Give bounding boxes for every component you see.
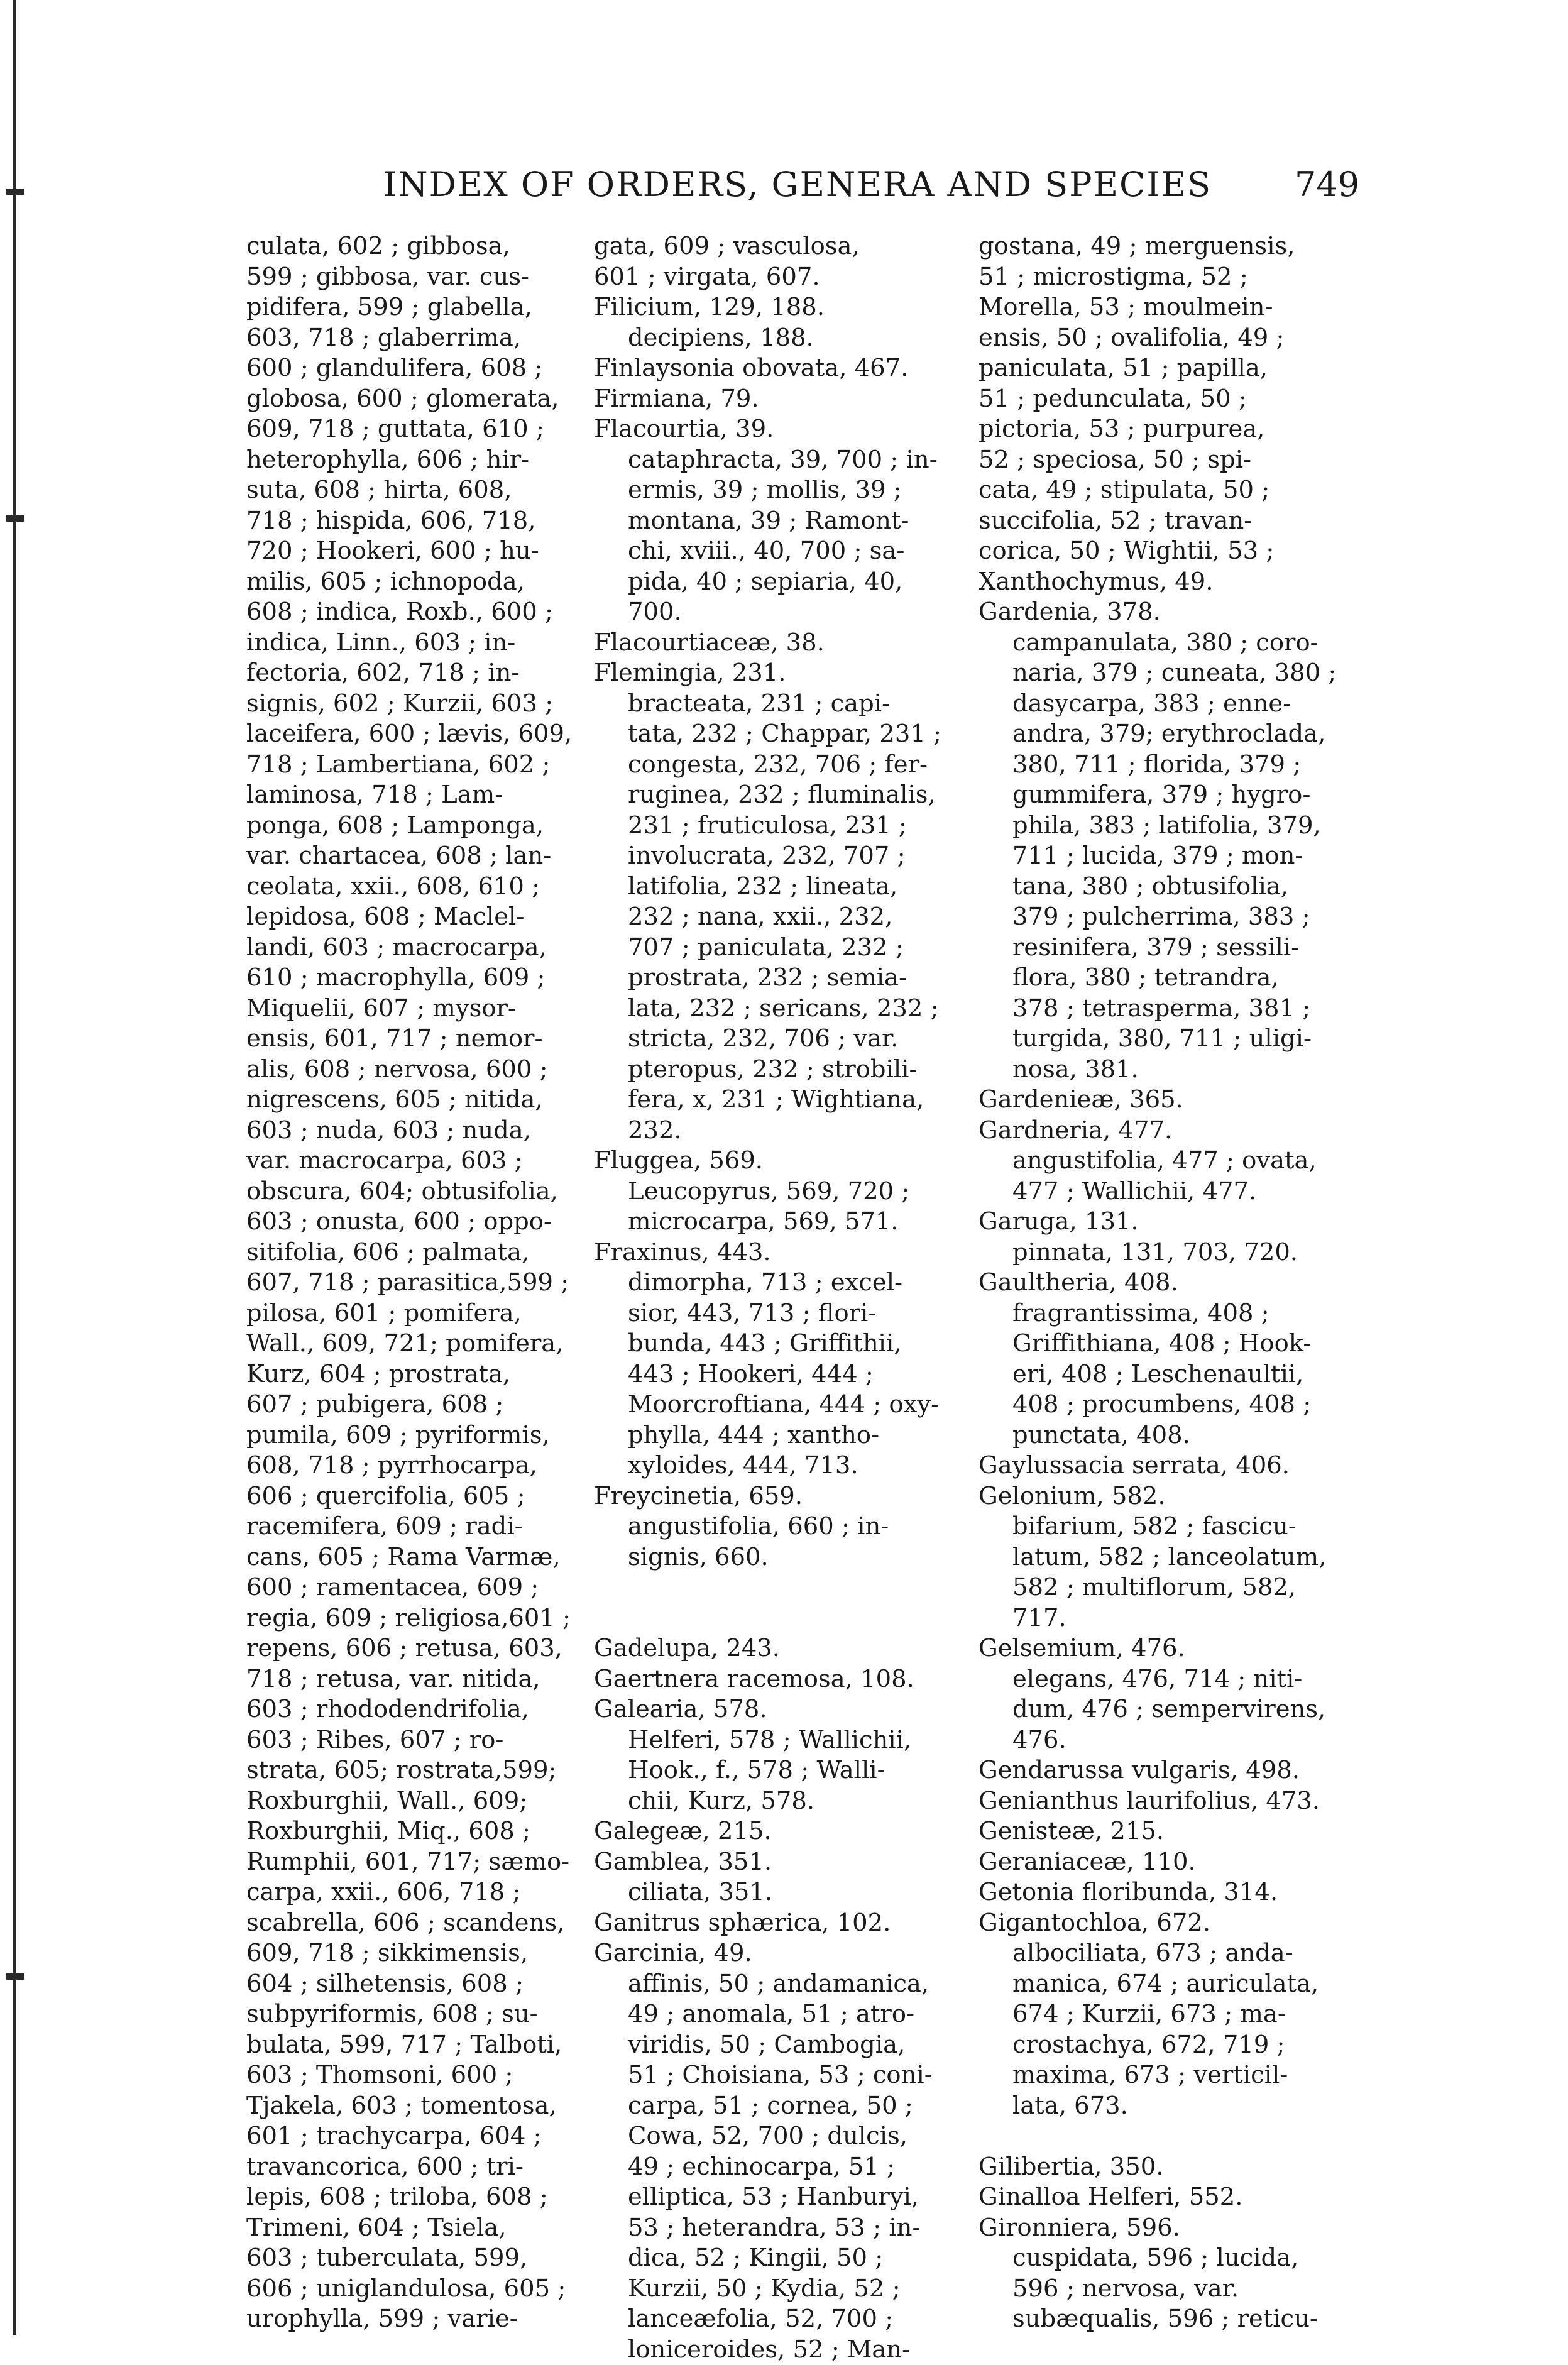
index-line: Garcinia, 49. — [594, 1938, 957, 1969]
index-line: lepidosa, 608 ; Maclel- — [246, 902, 586, 933]
index-line: Galearia, 578. — [594, 1694, 957, 1725]
index-line: maxima, 673 ; verticil- — [979, 2060, 1356, 2091]
index-line: congesta, 232, 706 ; fer- — [594, 750, 957, 781]
index-line: culata, 602 ; gibbosa, — [246, 231, 586, 262]
index-line: 477 ; Wallichii, 477. — [979, 1177, 1356, 1207]
index-line: ponga, 608 ; Lamponga, — [246, 811, 586, 842]
index-line: Fraxinus, 443. — [594, 1237, 957, 1268]
index-line: 603 ; Ribes, 607 ; ro- — [246, 1725, 586, 1756]
index-line: loniceroides, 52 ; Man- — [594, 2335, 957, 2365]
index-line: lepis, 608 ; triloba, 608 ; — [246, 2182, 586, 2213]
index-line: punctata, 408. — [979, 1420, 1356, 1451]
index-line: xyloides, 444, 713. — [594, 1451, 957, 1481]
index-line: signis, 602 ; Kurzii, 603 ; — [246, 689, 586, 720]
index-line: chii, Kurz, 578. — [594, 1786, 957, 1817]
index-line: Filicium, 129, 188. — [594, 292, 957, 323]
index-line: laceifera, 600 ; lævis, 609, — [246, 719, 586, 750]
index-line: turgida, 380, 711 ; uligi- — [979, 1024, 1356, 1055]
index-line: scabrella, 606 ; scandens, — [246, 1908, 586, 1939]
index-line: Gendarussa vulgaris, 498. — [979, 1755, 1356, 1786]
index-line: angustifolia, 477 ; ovata, — [979, 1146, 1356, 1177]
index-line: sior, 443, 713 ; flori- — [594, 1298, 957, 1329]
index-line: 674 ; Kurzii, 673 ; ma- — [979, 1999, 1356, 2030]
index-line: Finlaysonia obovata, 467. — [594, 353, 957, 384]
index-line: travancorica, 600 ; tri- — [246, 2152, 586, 2183]
index-column-2 — [594, 231, 957, 2365]
index-line: stricta, 232, 706 ; var. — [594, 1024, 957, 1055]
index-line: alis, 608 ; nervosa, 600 ; — [246, 1055, 586, 1085]
index-line: 609, 718 ; guttata, 610 ; — [246, 414, 586, 445]
index-line: paniculata, 51 ; papilla, — [979, 353, 1356, 384]
index-line: Helferi, 578 ; Wallichii, — [594, 1725, 957, 1756]
index-line: tata, 232 ; Chappar, 231 ; — [594, 719, 957, 750]
index-line: Wall., 609, 721; pomifera, — [246, 1329, 586, 1359]
index-line: ensis, 50 ; ovalifolia, 49 ; — [979, 323, 1356, 354]
index-line: pinnata, 131, 703, 720. — [979, 1237, 1356, 1268]
page-title: INDEX OF ORDERS, GENERA AND SPECIES — [383, 165, 1212, 204]
index-line: 596 ; nervosa, var. — [979, 2274, 1356, 2305]
index-line: 604 ; silhetensis, 608 ; — [246, 1969, 586, 2000]
index-line: 717. — [979, 1603, 1356, 1634]
index-line: heterophylla, 606 ; hir- — [246, 445, 586, 476]
index-line: Gelsemium, 476. — [979, 1633, 1356, 1664]
index-line: milis, 605 ; ichnopoda, — [246, 567, 586, 598]
index-line: manica, 674 ; auriculata, — [979, 1969, 1356, 2000]
index-line: sitifolia, 606 ; palmata, — [246, 1237, 586, 1268]
index-line: crostachya, 672, 719 ; — [979, 2030, 1356, 2061]
index-line: pumila, 609 ; pyriformis, — [246, 1420, 586, 1451]
index-line: Gelonium, 582. — [979, 1481, 1356, 1512]
index-line: Ganitrus sphærica, 102. — [594, 1908, 957, 1939]
index-line: 603 ; Thomsoni, 600 ; — [246, 2060, 586, 2091]
index-line: 582 ; multiflorum, 582, — [979, 1572, 1356, 1603]
index-line: involucrata, 232, 707 ; — [594, 841, 957, 872]
index-line: 610 ; macrophylla, 609 ; — [246, 963, 586, 994]
index-line: Griffithiana, 408 ; Hook- — [979, 1329, 1356, 1359]
index-line: 232. — [594, 1116, 957, 1146]
index-line: naria, 379 ; cuneata, 380 ; — [979, 658, 1356, 689]
index-line: Morella, 53 ; moulmein- — [979, 292, 1356, 323]
index-line: ermis, 39 ; mollis, 39 ; — [594, 475, 957, 506]
index-line: dimorpha, 713 ; excel- — [594, 1268, 957, 1298]
index-line: Ginalloa Helferi, 552. — [979, 2182, 1356, 2213]
binding-mark — [6, 515, 24, 522]
index-line: 600 ; ramentacea, 609 ; — [246, 1572, 586, 1603]
index-line: lata, 232 ; sericans, 232 ; — [594, 994, 957, 1024]
binding-mark — [6, 1973, 24, 1980]
index-line: Gadelupa, 243. — [594, 1633, 957, 1664]
index-line: var. macrocarpa, 603 ; — [246, 1146, 586, 1177]
index-line: elegans, 476, 714 ; niti- — [979, 1664, 1356, 1695]
index-line: 52 ; speciosa, 50 ; spi- — [979, 445, 1356, 476]
index-line: pilosa, 601 ; pomifera, — [246, 1298, 586, 1329]
index-line: Gilibertia, 350. — [979, 2152, 1356, 2183]
index-line: Gardenia, 378. — [979, 597, 1356, 628]
index-line: 231 ; fruticulosa, 231 ; — [594, 811, 957, 842]
index-line: Getonia floribunda, 314. — [979, 1877, 1356, 1908]
index-line: 607, 718 ; parasitica,599 ; — [246, 1268, 586, 1298]
index-line: Genianthus laurifolius, 473. — [979, 1786, 1356, 1817]
index-line: Roxburghii, Wall., 609; — [246, 1786, 586, 1817]
index-line: 606 ; uniglandulosa, 605 ; — [246, 2274, 586, 2305]
index-line: fectoria, 602, 718 ; in- — [246, 658, 586, 689]
index-line: strata, 605; rostrata,599; — [246, 1755, 586, 1786]
blank-line — [594, 1572, 957, 1603]
index-line: succifolia, 52 ; travan- — [979, 506, 1356, 537]
index-line: Leucopyrus, 569, 720 ; — [594, 1177, 957, 1207]
index-line: microcarpa, 569, 571. — [594, 1207, 957, 1237]
index-line: 608 ; indica, Roxb., 600 ; — [246, 597, 586, 628]
index-line: nosa, 381. — [979, 1055, 1356, 1085]
index-line: carpa, xxii., 606, 718 ; — [246, 1877, 586, 1908]
index-line: ciliata, 351. — [594, 1877, 957, 1908]
page-number: 749 — [1295, 165, 1359, 204]
index-line: 378 ; tetrasperma, 381 ; — [979, 994, 1356, 1024]
index-line: 603, 718 ; glaberrima, — [246, 323, 586, 354]
index-line: Gaylussacia serrata, 406. — [979, 1451, 1356, 1481]
index-line: 607 ; pubigera, 608 ; — [246, 1390, 586, 1420]
index-line: campanulata, 380 ; coro- — [979, 628, 1356, 659]
index-line: suta, 608 ; hirta, 608, — [246, 475, 586, 506]
index-line: dica, 52 ; Kingii, 50 ; — [594, 2243, 957, 2274]
index-line: Moorcroftiana, 444 ; oxy- — [594, 1390, 957, 1420]
index-line: pidifera, 599 ; glabella, — [246, 292, 586, 323]
index-line: dasycarpa, 383 ; enne- — [979, 689, 1356, 720]
index-line: Gironniera, 596. — [979, 2213, 1356, 2244]
index-line: 51 ; pedunculata, 50 ; — [979, 384, 1356, 415]
index-line: Flemingia, 231. — [594, 658, 957, 689]
index-line: Hook., f., 578 ; Walli- — [594, 1755, 957, 1786]
index-line: lanceæfolia, 52, 700 ; — [594, 2304, 957, 2335]
index-line: tana, 380 ; obtusifolia, — [979, 872, 1356, 903]
index-line: obscura, 604; obtusifolia, — [246, 1177, 586, 1207]
index-line: 599 ; gibbosa, var. cus- — [246, 262, 586, 293]
index-line: latum, 582 ; lanceolatum, — [979, 1542, 1356, 1573]
index-line: Tjakela, 603 ; tomentosa, — [246, 2091, 586, 2122]
index-line: Gardenieæ, 365. — [979, 1085, 1356, 1116]
index-line: cataphracta, 39, 700 ; in- — [594, 445, 957, 476]
index-line: 603 ; rhododendrifolia, — [246, 1694, 586, 1725]
index-line: Roxburghii, Miq., 608 ; — [246, 1816, 586, 1847]
index-line: 720 ; Hookeri, 600 ; hu- — [246, 536, 586, 567]
index-line: ceolata, xxii., 608, 610 ; — [246, 872, 586, 903]
index-line: resinifera, 379 ; sessili- — [979, 933, 1356, 963]
index-line: affinis, 50 ; andamanica, — [594, 1969, 957, 2000]
index-line: ruginea, 232 ; fluminalis, — [594, 780, 957, 811]
index-line: Kurzii, 50 ; Kydia, 52 ; — [594, 2274, 957, 2305]
index-line: ensis, 601, 717 ; nemor- — [246, 1024, 586, 1055]
index-line: repens, 606 ; retusa, 603, — [246, 1633, 586, 1664]
index-line: subæqualis, 596 ; reticu- — [979, 2304, 1356, 2335]
index-line: bifarium, 582 ; fascicu- — [979, 1512, 1356, 1542]
index-line: Genisteæ, 215. — [979, 1816, 1356, 1847]
index-line: laminosa, 718 ; Lam- — [246, 780, 586, 811]
index-line: 707 ; paniculata, 232 ; — [594, 933, 957, 963]
index-line: flora, 380 ; tetrandra, — [979, 963, 1356, 994]
index-line: Fluggea, 569. — [594, 1146, 957, 1177]
index-line: urophylla, 599 ; varie- — [246, 2304, 586, 2335]
index-line: eri, 408 ; Leschenaultii, — [979, 1359, 1356, 1390]
index-line: prostrata, 232 ; semia- — [594, 963, 957, 994]
index-line: Gigantochloa, 672. — [979, 1908, 1356, 1939]
index-line: fera, x, 231 ; Wightiana, — [594, 1085, 957, 1116]
index-line: angustifolia, 660 ; in- — [594, 1512, 957, 1542]
index-line: 51 ; microstigma, 52 ; — [979, 262, 1356, 293]
index-line: pteropus, 232 ; strobili- — [594, 1055, 957, 1085]
index-line: Gaultheria, 408. — [979, 1268, 1356, 1298]
index-line: 600 ; glandulifera, 608 ; — [246, 353, 586, 384]
index-line: nigrescens, 605 ; nitida, — [246, 1085, 586, 1116]
index-column-3 — [979, 231, 1356, 2335]
index-line: 232 ; nana, xxii., 232, — [594, 902, 957, 933]
index-column-1 — [246, 231, 586, 2335]
index-line: corica, 50 ; Wightii, 53 ; — [979, 536, 1356, 567]
index-line: bracteata, 231 ; capi- — [594, 689, 957, 720]
index-line: elliptica, 53 ; Hanburyi, — [594, 2182, 957, 2213]
index-line: phila, 383 ; latifolia, 379, — [979, 811, 1356, 842]
index-line: Kurz, 604 ; prostrata, — [246, 1359, 586, 1390]
index-line: 606 ; quercifolia, 605 ; — [246, 1481, 586, 1512]
index-line: 700. — [594, 597, 957, 628]
page-header — [0, 165, 1568, 215]
index-line: albociliata, 673 ; anda- — [979, 1938, 1356, 1969]
index-line: 718 ; hispida, 606, 718, — [246, 506, 586, 537]
index-line: Flacourtiaceæ, 38. — [594, 628, 957, 659]
index-line: 380, 711 ; florida, 379 ; — [979, 750, 1356, 781]
index-line: Gamblea, 351. — [594, 1847, 957, 1878]
index-line: Freycinetia, 659. — [594, 1481, 957, 1512]
index-line: landi, 603 ; macrocarpa, — [246, 933, 586, 963]
index-line: decipiens, 188. — [594, 323, 957, 354]
index-line: 51 ; Choisiana, 53 ; coni- — [594, 2060, 957, 2091]
index-line: Flacourtia, 39. — [594, 414, 957, 445]
blank-line — [594, 1603, 957, 1634]
index-line: 601 ; virgata, 607. — [594, 262, 957, 293]
index-line: Rumphii, 601, 717; sæmo- — [246, 1847, 586, 1878]
index-line: Cowa, 52, 700 ; dulcis, — [594, 2121, 957, 2152]
index-line: cans, 605 ; Rama Varmæ, — [246, 1542, 586, 1573]
index-line: cuspidata, 596 ; lucida, — [979, 2243, 1356, 2274]
index-line: viridis, 50 ; Cambogia, — [594, 2030, 957, 2061]
index-line: racemifera, 609 ; radi- — [246, 1512, 586, 1542]
index-line: 718 ; retusa, var. nitida, — [246, 1664, 586, 1695]
index-line: Gaertnera racemosa, 108. — [594, 1664, 957, 1695]
index-line: pictoria, 53 ; purpurea, — [979, 414, 1356, 445]
index-line: 603 ; nuda, 603 ; nuda, — [246, 1116, 586, 1146]
index-line: montana, 39 ; Ramont- — [594, 506, 957, 537]
index-line: var. chartacea, 608 ; lan- — [246, 841, 586, 872]
index-line: phylla, 444 ; xantho- — [594, 1420, 957, 1451]
index-line: Galegeæ, 215. — [594, 1816, 957, 1847]
index-line: 601 ; trachycarpa, 604 ; — [246, 2121, 586, 2152]
index-line: 718 ; Lambertiana, 602 ; — [246, 750, 586, 781]
index-line: cata, 49 ; stipulata, 50 ; — [979, 475, 1356, 506]
blank-line — [979, 2121, 1356, 2152]
index-line: globosa, 600 ; glomerata, — [246, 384, 586, 415]
index-line: Miquelii, 607 ; mysor- — [246, 994, 586, 1024]
index-line: lata, 673. — [979, 2091, 1356, 2122]
index-line: gata, 609 ; vasculosa, — [594, 231, 957, 262]
index-line: carpa, 51 ; cornea, 50 ; — [594, 2091, 957, 2122]
index-line: chi, xviii., 40, 700 ; sa- — [594, 536, 957, 567]
index-line: 53 ; heterandra, 53 ; in- — [594, 2213, 957, 2244]
index-line: 603 ; onusta, 600 ; oppo- — [246, 1207, 586, 1237]
index-line: 603 ; tuberculata, 599, — [246, 2243, 586, 2274]
index-line: bulata, 599, 717 ; Talboti, — [246, 2030, 586, 2061]
index-line: Gardneria, 477. — [979, 1116, 1356, 1146]
index-line: regia, 609 ; religiosa,601 ; — [246, 1603, 586, 1634]
index-line: 711 ; lucida, 379 ; mon- — [979, 841, 1356, 872]
index-line: pida, 40 ; sepiaria, 40, — [594, 567, 957, 598]
index-line: gummifera, 379 ; hygro- — [979, 780, 1356, 811]
index-line: Trimeni, 604 ; Tsiela, — [246, 2213, 586, 2244]
index-line: 408 ; procumbens, 408 ; — [979, 1390, 1356, 1420]
index-line: 608, 718 ; pyrrhocarpa, — [246, 1451, 586, 1481]
index-line: gostana, 49 ; merguensis, — [979, 231, 1356, 262]
index-line: latifolia, 232 ; lineata, — [594, 872, 957, 903]
index-line: 379 ; pulcherrima, 383 ; — [979, 902, 1356, 933]
index-line: signis, 660. — [594, 1542, 957, 1573]
binding-edge — [13, 0, 16, 2335]
index-line: Garuga, 131. — [979, 1207, 1356, 1237]
index-line: 609, 718 ; sikkimensis, — [246, 1938, 586, 1969]
index-line: dum, 476 ; sempervirens, — [979, 1694, 1356, 1725]
index-line: indica, Linn., 603 ; in- — [246, 628, 586, 659]
index-line: Geraniaceæ, 110. — [979, 1847, 1356, 1878]
index-line: 476. — [979, 1725, 1356, 1756]
index-line: subpyriformis, 608 ; su- — [246, 1999, 586, 2030]
index-line: bunda, 443 ; Griffithii, — [594, 1329, 957, 1359]
index-line: andra, 379; erythroclada, — [979, 719, 1356, 750]
index-line: Xanthochymus, 49. — [979, 567, 1356, 598]
index-line: fragrantissima, 408 ; — [979, 1298, 1356, 1329]
index-line: Firmiana, 79. — [594, 384, 957, 415]
index-line: 49 ; anomala, 51 ; atro- — [594, 1999, 957, 2030]
index-line: 49 ; echinocarpa, 51 ; — [594, 2152, 957, 2183]
index-line: 443 ; Hookeri, 444 ; — [594, 1359, 957, 1390]
